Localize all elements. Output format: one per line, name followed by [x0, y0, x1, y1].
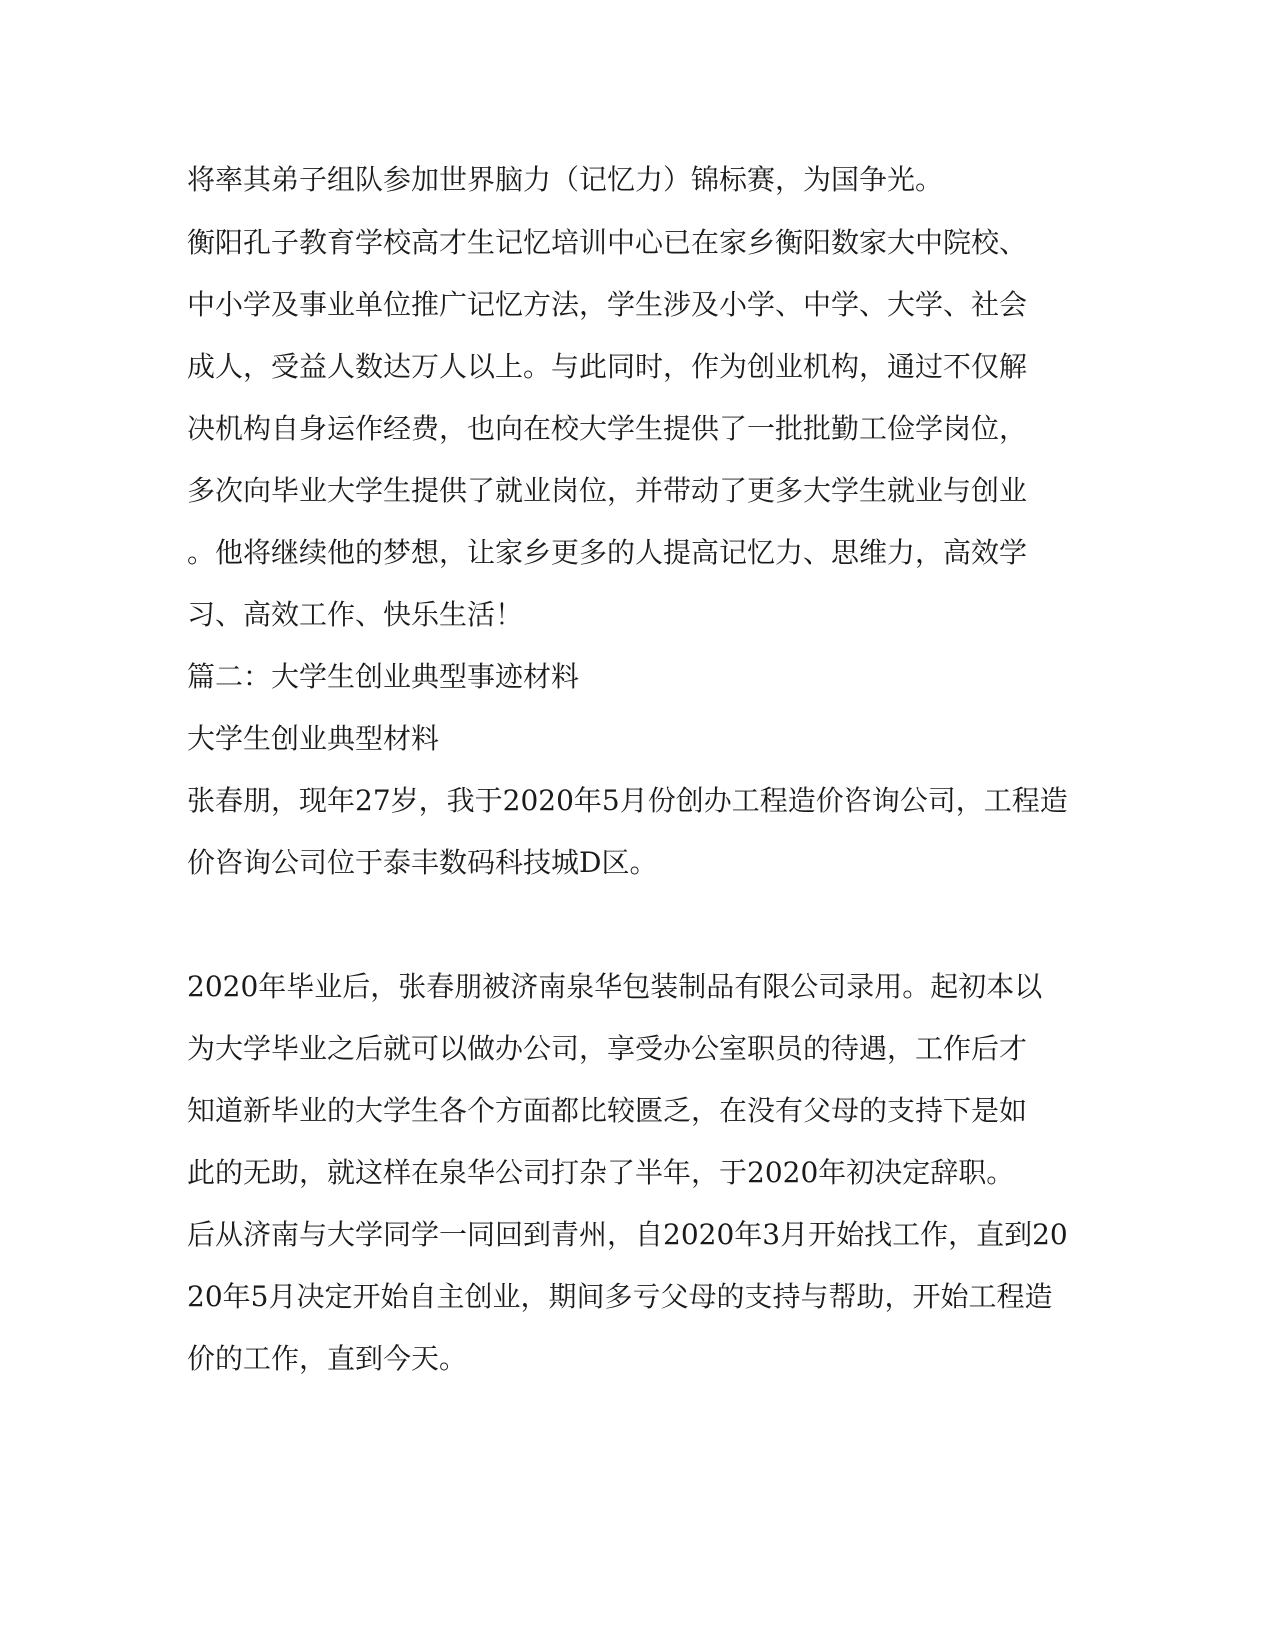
- text-line: 。他将继续他的梦想，让家乡更多的人提高记忆力、思维力，高效学: [187, 536, 1028, 569]
- text-line: 2020年毕业后，张春朋被济南泉华包装制品有限公司录用。起初本以: [187, 970, 1043, 1003]
- text-line: 此的无助，就这样在泉华公司打杂了半年，于2020年初决定辞职。: [187, 1156, 1015, 1189]
- text-line: 价咨询公司位于泰丰数码科技城D区。: [187, 846, 658, 879]
- text-line: 衡阳孔子教育学校高才生记忆培训中心已在家乡衡阳数家大中院校、: [187, 226, 1028, 259]
- text-line: 习、高效工作、快乐生活！: [187, 598, 524, 631]
- text-line: 知道新毕业的大学生各个方面都比较匮乏，在没有父母的支持下是如: [187, 1094, 1028, 1127]
- text-line: 中小学及事业单位推广记忆方法，学生涉及小学、中学、大学、社会: [187, 288, 1028, 321]
- text-line: 价的工作，直到今天。: [187, 1342, 468, 1375]
- section-heading: 篇二：大学生创业典型事迹材料: [187, 660, 580, 693]
- text-line: 20年5月决定开始自主创业，期间多亏父母的支持与帮助，开始工程造: [187, 1280, 1053, 1313]
- text-line: 将率其弟子组队参加世界脑力（记忆力）锦标赛，为国争光。: [187, 163, 944, 196]
- text-line: 决机构自身运作经费，也向在校大学生提供了一批批勤工俭学岗位，: [187, 412, 1028, 445]
- text-line: 多次向毕业大学生提供了就业岗位，并带动了更多大学生就业与创业: [187, 474, 1028, 507]
- section-subheading: 大学生创业典型材料: [187, 722, 440, 755]
- text-line: 成人，受益人数达万人以上。与此同时，作为创业机构，通过不仅解: [187, 350, 1028, 383]
- text-line: 为大学毕业之后就可以做办公司，享受办公室职员的待遇，工作后才: [187, 1032, 1028, 1065]
- text-line: 后从济南与大学同学一同回到青州，自2020年3月开始找工作，直到20: [187, 1218, 1068, 1251]
- text-line: 张春朋，现年27岁，我于2020年5月份创办工程造价咨询公司，工程造: [187, 784, 1068, 817]
